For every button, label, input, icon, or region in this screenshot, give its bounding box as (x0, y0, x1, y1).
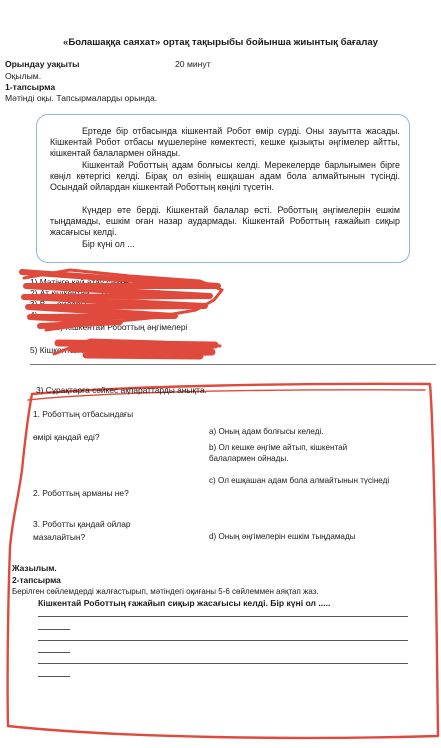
writing-section-label: Жазылым. (12, 563, 57, 573)
reading-section-label: Оқылым. (5, 71, 42, 81)
question-4-option-c: с) Кішкентай Роботтың әңгімелері (56, 322, 188, 332)
passage-paragraph-1: Ертеде бір отбасында кішкентай Робот өмір сүрді. Оны зауытта жасады. Кішкентай Робот отбасы мүшелеріне көмектесті, кешке қызықты әңгімелер айтты, кішкентай балалармен ойнады. (50, 126, 400, 159)
task3-question-1-line1: 1. Роботтың отбасындағы (33, 409, 134, 419)
answer-line-5 (38, 663, 408, 664)
answer-line-1 (38, 616, 408, 617)
answer-line-6 (38, 676, 70, 677)
passage-paragraph-4: Бір күні ол ... (82, 239, 135, 249)
passage-paragraph-3: Күндер өте берді. Кішкентай балалар өсті. Роботтың әңгімелерін ешкім тыңдамады, ешкім оған назар аудармады. Кішкентай Роботтың ғажайып сиқыр жасағысы келді. (50, 205, 400, 238)
answer-line-3 (38, 640, 408, 641)
answer-c: c) Ол ешқашан адам бола алмайтынын түсінеді (209, 476, 390, 485)
answer-d: d) Оның әңгімелерін ешкім тыңдамады (209, 532, 356, 541)
crossed-question-3: 3) В ... ойлары (30, 299, 87, 309)
answer-a: a) Оның адам болғысы келеді. (209, 427, 324, 436)
crossed-question-5: 5) Кішкентай Роботтың ... жүрді? (30, 345, 157, 355)
duration-label: Орындау уақыты (5, 59, 80, 69)
task3-question-3-line2: мазалайтын? (33, 532, 86, 542)
crossed-question-1: 1) Мәтінге қай атау сәйкес келеді? (30, 277, 164, 287)
task3-instruction: 3) Сұрақтарға сәйкес ақпараттарды анықта. (36, 385, 207, 395)
task2-title: 2-тапсырма (12, 575, 61, 585)
task2-instruction: Берілген сөйлемдерді жалғастырып, мәтіндегі оқиғаны 5-6 сөйлеммен аяқтап жаз. (12, 587, 319, 596)
duration-value: 20 минут (175, 59, 211, 69)
task3-question-1-line2: өмірі қандай еді? (33, 432, 100, 442)
task1-title: 1-тапсырма (5, 82, 56, 92)
writing-prompt: Кішкентай Роботтың ғажайып сиқыр жасағысы келді. Бір күні ол ..... (38, 598, 331, 608)
page-title: «Болашаққа саяхат» ортақ тақырыбы бойынша жиынтық бағалау (62, 37, 378, 48)
answer-line-2 (38, 629, 70, 630)
answer-line-4 (38, 652, 70, 653)
task3-question-2: 2. Роботтың арманы не? (33, 488, 129, 498)
crossed-question-2: 2) Ат кішкентай ... роботтың өмірі (30, 288, 160, 298)
task1-instruction: Мәтінді оқы. Тапсырмаларды орында. (5, 93, 158, 103)
passage-paragraph-2: Кішкентай Роботтың адам болғысы келді. Мерекелерде барлығымен бірге көңіл көтергісі келді. Бірақ ол өзінің ешқашан адам бола алмайтынын түсінді. Осындай ойлардан кішкентай Роботтың көңілі түсетін. (50, 160, 400, 193)
crossed-question-4: 4) ... (30, 310, 47, 320)
answer-b: b) Ол кешке әңгіме айтып, кішкентай балалармен ойнады. (209, 443, 348, 463)
task3-question-3-line1: 3. Роботты қандай ойлар (33, 519, 131, 529)
